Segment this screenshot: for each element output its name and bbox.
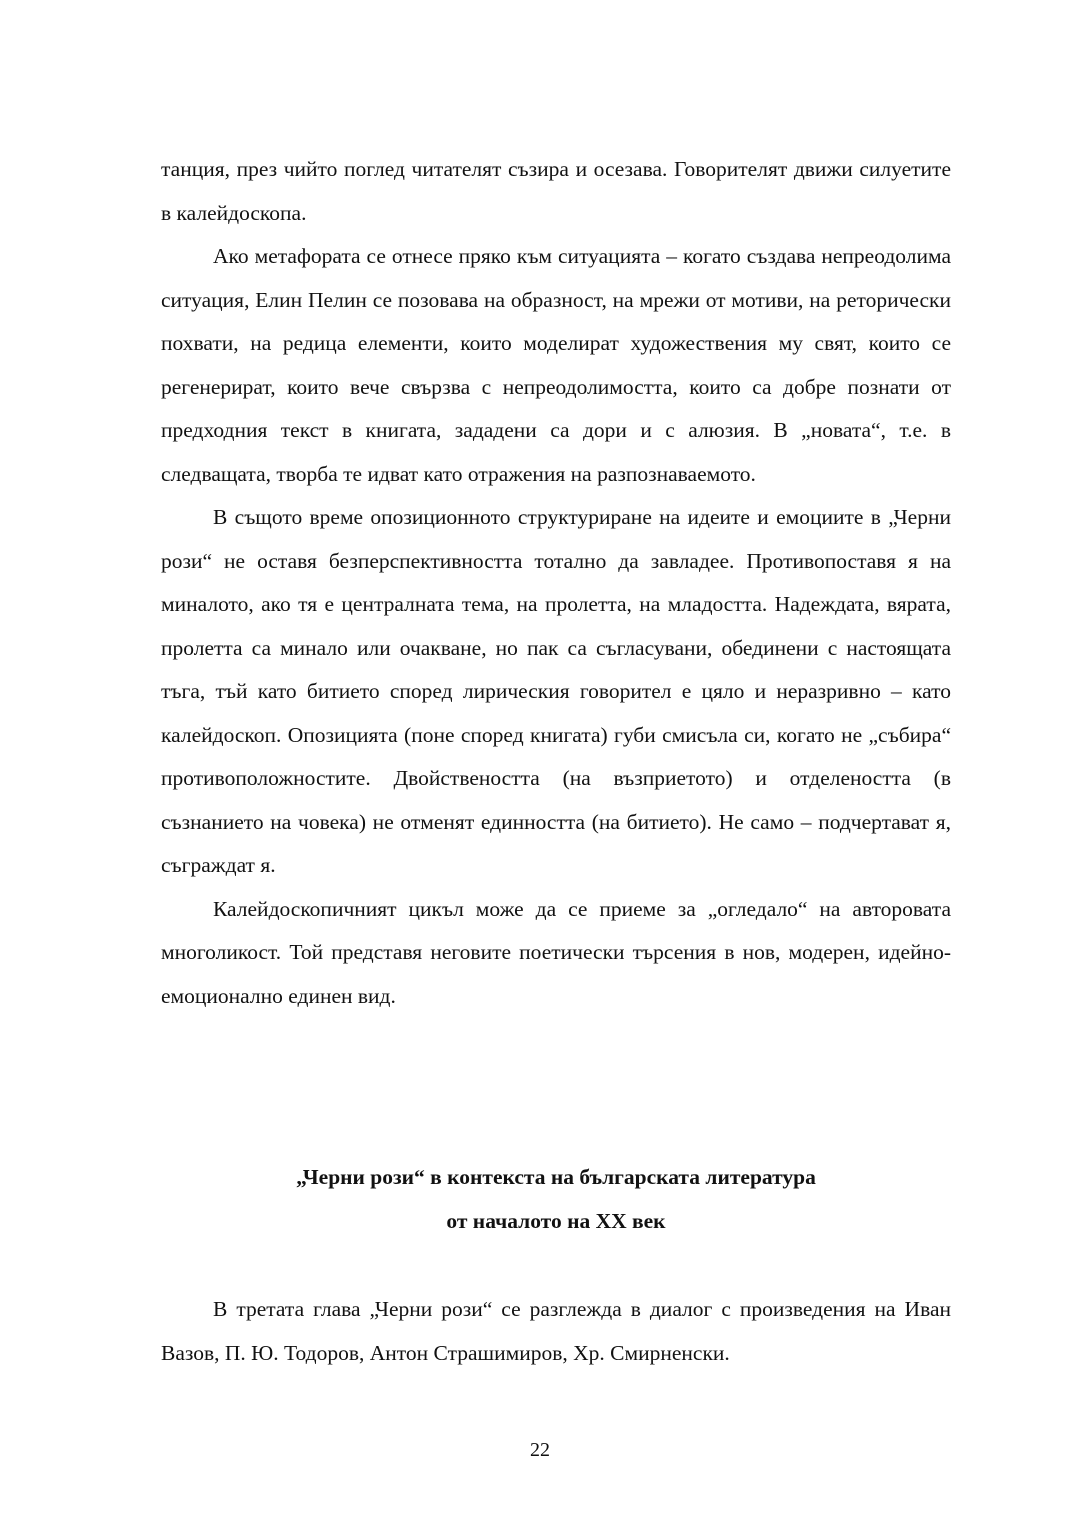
section-heading-line-1: „Черни рози“ в контекста на българската литература (296, 1165, 816, 1189)
section-heading (161, 1155, 951, 1243)
paragraph-4: Калейдоскопичният цикъл може да се приеме за „огледало“ на авторовата многоликост. Той представя неговите поетически търсения в нов, модерен, идейно-емоционално единен вид. (161, 896, 951, 1008)
paragraph-1: танция, през чийто поглед читателят съзира и осезава. Говорителят движи силуетите в калейдоскопа. (161, 157, 951, 225)
body-text-bottom (161, 1288, 951, 1375)
paragraph-3: В същото време опозиционното структуриране на идеите и емоциите в „Черни рози“ не оставя безперспективността тотално да завладее. Противопоставя я на миналото, ако тя е централната тема, на пролетта, на младостта. Надеждата, вярата, пролетта са минало или очакване, но пак са съгласувани, обединени с настоящата тъга, тъй като битието според лирическия говорител е цяло и неразривно – като калейдоскоп. Опозицията (поне според книгата) губи смисъла си, когато не „събира“ противоположностите. Двойствеността (на възприетото) и отделеността (в съзнанието на човека) не отменят единността (на битието). Не само – подчертават я, съграждат я. (161, 505, 951, 877)
page-number: 22 (530, 1439, 550, 1461)
paragraph-5: В третата глава „Черни рози“ се разглежда в диалог с произведения на Иван Вазов, П. Ю. Тодоров, Антон Страшимиров, Хр. Смирненски. (161, 1297, 951, 1365)
section-heading-line-2: от началото на XX век (446, 1209, 666, 1233)
paragraph-2: Ако метафората се отнесе пряко към ситуацията – когато създава непреодолима ситуация, Елин Пелин се позовава на образност, на мрежи от мотиви, на реторически похвати, на редица елементи, които моделират художествения му свят, които се регенерират, които вече свързва с непреодолимостта, които са добре познати от предходния текст в книгата, зададени са дори и с алюзия. В „новата“, т.е. в следващата, творба те идват като отражения на разпознаваемото. (161, 244, 951, 486)
body-text-top (161, 148, 951, 1018)
